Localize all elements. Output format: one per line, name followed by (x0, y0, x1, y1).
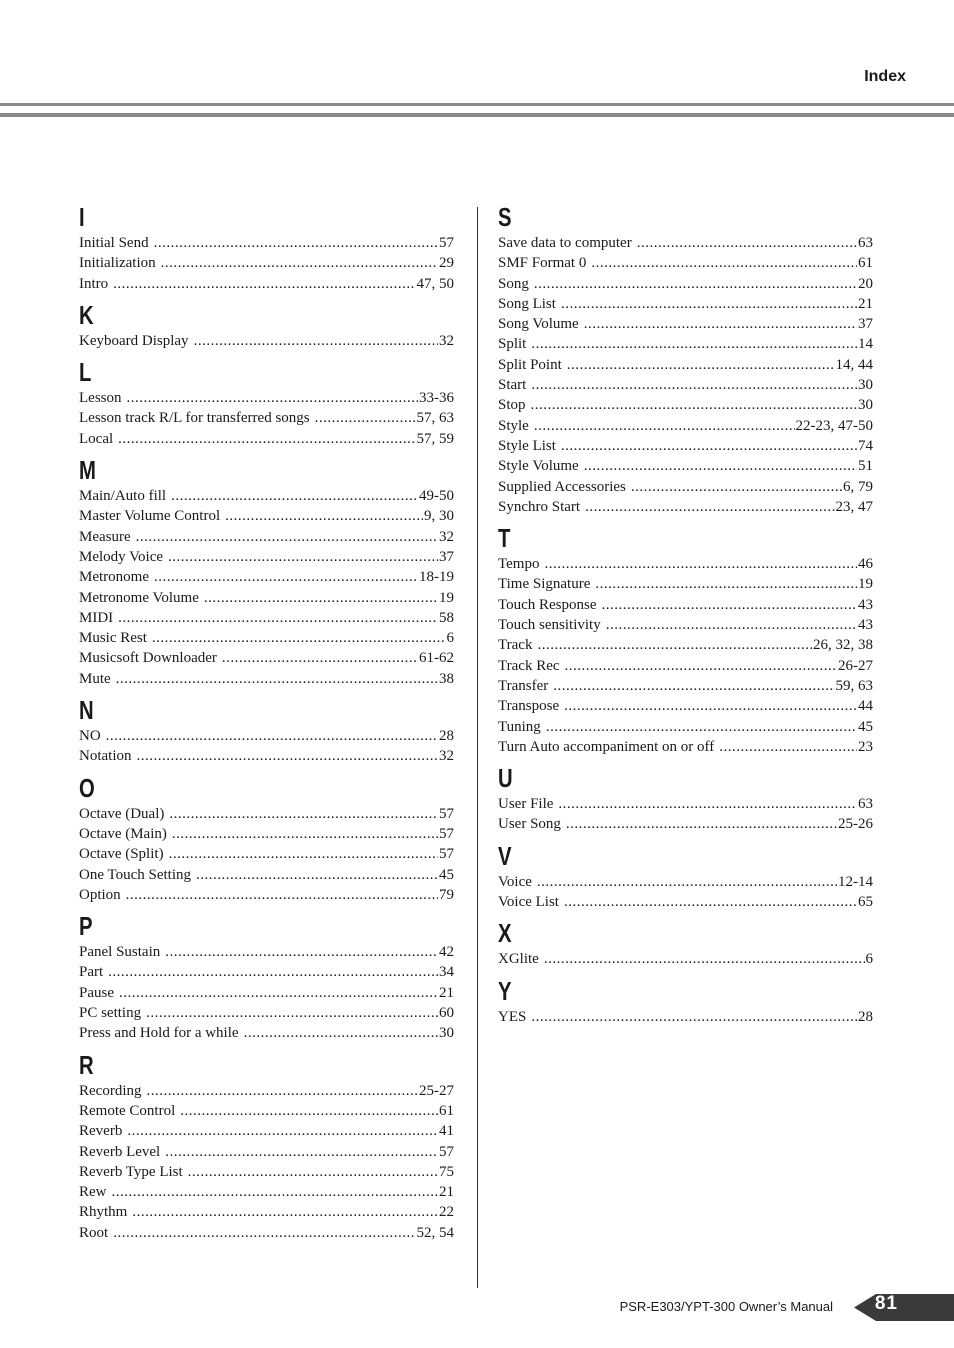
dot-leader (222, 648, 418, 668)
index-entry (79, 1223, 454, 1243)
index-pages: 20 (858, 275, 873, 292)
index-pages: 21 (439, 1184, 454, 1201)
dot-leader (564, 892, 857, 912)
index-pages: 6, 79 (843, 478, 873, 495)
index-entry (79, 388, 454, 408)
dot-leader (531, 334, 857, 354)
header-rule-top (0, 103, 954, 106)
dot-leader (112, 1182, 439, 1202)
index-pages: 25-26 (838, 816, 873, 833)
dot-leader (225, 506, 423, 526)
dot-leader (584, 314, 857, 334)
index-pages: 65 (858, 894, 873, 911)
index-pages: 61 (858, 255, 873, 272)
index-term: Supplied Accessories (498, 478, 626, 495)
index-entry (498, 574, 873, 594)
index-pages: 46 (858, 556, 873, 573)
index-term: Panel Sustain (79, 944, 161, 961)
dot-leader (119, 983, 438, 1003)
dot-leader (152, 628, 446, 648)
header-rule-bottom (0, 113, 954, 117)
index-entry (498, 717, 873, 737)
dot-leader (113, 274, 415, 294)
index-entry (79, 1182, 454, 1202)
index-pages: 38 (439, 670, 454, 687)
index-pages: 75 (439, 1163, 454, 1180)
index-entry (79, 567, 454, 587)
section-letter: X (498, 918, 512, 949)
dot-leader (127, 388, 419, 408)
section-letter: P (79, 911, 93, 942)
index-entry (498, 892, 873, 912)
dot-leader (171, 486, 418, 506)
index-term: Metronome (79, 569, 149, 586)
index-term: Mute (79, 670, 111, 687)
section-letter: N (79, 695, 94, 726)
index-pages: 49-50 (419, 488, 454, 505)
index-term: Touch sensitivity (498, 617, 601, 634)
dot-leader (544, 554, 857, 574)
index-term: Music Rest (79, 630, 147, 647)
index-pages: 57 (439, 825, 454, 842)
index-term: Keyboard Display (79, 332, 189, 349)
index-entry (79, 1003, 454, 1023)
dot-leader (188, 1162, 438, 1182)
index-entry (79, 1202, 454, 1222)
index-term: Initial Send (79, 235, 149, 251)
dot-leader (113, 1223, 415, 1243)
index-pages: 61-62 (419, 650, 454, 667)
index-entry (79, 669, 454, 689)
index-entry (498, 814, 873, 834)
dot-leader (194, 331, 438, 351)
dot-leader (168, 547, 438, 567)
dot-leader (566, 814, 837, 834)
index-term: Synchro Start (498, 498, 581, 515)
index-term: Turn Auto accompaniment on or off (498, 738, 715, 755)
dot-leader (606, 615, 857, 635)
dot-leader (146, 1081, 418, 1101)
index-term: Song Volume (498, 316, 579, 333)
index-pages: 51 (858, 458, 873, 475)
index-entry (498, 737, 873, 757)
index-pages: 57 (439, 805, 454, 822)
index-entry (79, 1023, 454, 1043)
index-term: Split (498, 336, 527, 353)
index-term: NO (79, 728, 101, 745)
index-pages: 28 (439, 728, 454, 745)
index-entry (79, 253, 454, 273)
index-entry (79, 1081, 454, 1101)
index-pages: 30 (439, 1025, 454, 1042)
index-term: Pause (79, 984, 114, 1001)
index-pages: 23 (858, 738, 873, 755)
section-letter: L (79, 357, 92, 388)
index-pages: 58 (439, 609, 454, 626)
index-pages: 34 (439, 964, 454, 981)
dot-leader (126, 885, 438, 905)
dot-leader (161, 253, 438, 273)
index-term: Split Point (498, 356, 562, 373)
index-term: Root (79, 1224, 109, 1241)
index-pages: 14, 44 (835, 356, 873, 373)
index-term: Transfer (498, 677, 549, 694)
index-pages: 9, 30 (424, 508, 454, 525)
index-term: Recording (79, 1082, 142, 1099)
index-term: Press and Hold for a while (79, 1025, 239, 1042)
dot-leader (154, 233, 438, 253)
index-term: Remote Control (79, 1102, 176, 1119)
index-term: Reverb Level (79, 1143, 161, 1160)
index-entry (79, 628, 454, 648)
index-entry (498, 794, 873, 814)
index-pages: 22 (439, 1204, 454, 1221)
dot-leader (565, 656, 837, 676)
dot-leader (244, 1023, 438, 1043)
index-entry (79, 824, 454, 844)
index-entry (79, 1162, 454, 1182)
dot-leader (585, 497, 834, 517)
dot-leader (595, 574, 857, 594)
index-term: Measure (79, 528, 131, 545)
index-column-left (79, 202, 454, 1243)
index-term: Song List (498, 295, 556, 312)
index-entry (79, 233, 454, 253)
index-entry (498, 314, 873, 334)
index-pages: 14 (858, 336, 873, 353)
index-term: Melody Voice (79, 548, 164, 565)
section-letter: Y (498, 975, 512, 1006)
index-term: Style Volume (498, 458, 579, 475)
index-term: Start (498, 377, 527, 394)
index-pages: 47, 50 (416, 275, 454, 292)
dot-leader (591, 253, 857, 273)
dot-leader (631, 477, 842, 497)
index-entry (498, 274, 873, 294)
dot-leader (531, 375, 857, 395)
index-term: Track Rec (498, 657, 560, 674)
index-entry (79, 429, 454, 449)
index-term: Initialization (79, 255, 156, 272)
index-entry (498, 497, 873, 517)
dot-leader (165, 942, 438, 962)
index-entry (498, 456, 873, 476)
index-entry (498, 1007, 873, 1027)
index-entry (79, 804, 454, 824)
dot-leader (118, 608, 438, 628)
page-number-tab (854, 1294, 954, 1321)
dot-leader (558, 794, 857, 814)
index-term: Tempo (498, 556, 540, 573)
index-term: Track (498, 637, 533, 654)
index-entry (79, 648, 454, 668)
index-pages: 28 (858, 1008, 873, 1025)
index-entry (79, 726, 454, 746)
index-pages: 21 (439, 984, 454, 1001)
page-header-title: Index (864, 68, 906, 85)
index-term: Lesson track R/L for transferred songs (79, 410, 310, 427)
index-entry (498, 375, 873, 395)
index-term: YES (498, 1008, 527, 1025)
index-term: Notation (79, 748, 132, 765)
dot-leader (180, 1101, 438, 1121)
index-pages: 57 (439, 846, 454, 863)
index-entry (79, 588, 454, 608)
index-term: Song (498, 275, 529, 292)
index-pages: 63 (858, 235, 873, 251)
index-entry (79, 1101, 454, 1121)
section-letter: R (79, 1049, 94, 1080)
index-term: MIDI (79, 609, 114, 626)
index-pages: 43 (858, 596, 873, 613)
index-term: Time Signature (498, 576, 591, 593)
index-entry (498, 656, 873, 676)
index-entry (498, 395, 873, 415)
index-term: Reverb (79, 1123, 123, 1140)
dot-leader (537, 872, 837, 892)
dot-leader (561, 294, 857, 314)
index-term: Touch Response (498, 596, 597, 613)
dot-leader (146, 1003, 438, 1023)
index-term: User File (498, 796, 554, 813)
dot-leader (137, 746, 439, 766)
index-term: Stop (498, 397, 526, 414)
index-entry (79, 746, 454, 766)
index-term: User Song (498, 816, 561, 833)
index-entry (79, 486, 454, 506)
index-term: Rew (79, 1184, 107, 1201)
dot-leader (169, 844, 438, 864)
index-entry (498, 595, 873, 615)
index-term: Voice List (498, 894, 559, 911)
index-pages: 32 (439, 528, 454, 545)
index-term: Octave (Split) (79, 846, 164, 863)
index-entry (79, 608, 454, 628)
index-entry (79, 942, 454, 962)
index-term: Lesson (79, 390, 122, 407)
index-entry (498, 355, 873, 375)
dot-leader (118, 429, 415, 449)
dot-leader (637, 233, 857, 253)
section-letter: O (79, 772, 95, 803)
index-column-right (498, 202, 873, 1027)
dot-leader (154, 567, 418, 587)
index-entry (498, 615, 873, 635)
section-letter: T (498, 523, 511, 554)
dot-leader (544, 949, 865, 969)
index-entry (79, 962, 454, 982)
index-pages: 61 (439, 1102, 454, 1119)
index-entry (79, 1142, 454, 1162)
index-entry (79, 331, 454, 351)
index-term: Rhythm (79, 1204, 128, 1221)
index-term: Part (79, 964, 104, 981)
section-letter: K (79, 299, 94, 330)
index-entry (79, 527, 454, 547)
dot-leader (584, 456, 857, 476)
index-pages: 29 (439, 255, 454, 272)
index-pages: 26-27 (838, 657, 873, 674)
index-pages: 57, 63 (416, 410, 454, 427)
index-term: Reverb Type List (79, 1163, 183, 1180)
index-pages: 26, 32, 38 (813, 637, 873, 654)
index-pages: 43 (858, 617, 873, 634)
dot-leader (546, 717, 857, 737)
index-entry (79, 885, 454, 905)
page-number: 81 (874, 1293, 898, 1314)
index-term: Save data to computer (498, 235, 632, 251)
index-pages: 45 (439, 866, 454, 883)
index-term: Main/Auto fill (79, 488, 167, 505)
index-pages: 57 (439, 1143, 454, 1160)
index-term: Master Volume Control (79, 508, 221, 525)
dot-leader (531, 395, 857, 415)
index-entry (79, 865, 454, 885)
index-pages: 21 (858, 295, 873, 312)
dot-leader (165, 1142, 438, 1162)
index-entry (498, 949, 873, 969)
index-entry (79, 1121, 454, 1141)
column-divider (477, 207, 478, 1288)
section-letter: S (498, 202, 512, 232)
index-entry (498, 294, 873, 314)
index-term: Octave (Main) (79, 825, 167, 842)
index-term: Octave (Dual) (79, 805, 165, 822)
dot-leader (561, 436, 857, 456)
section-letter: I (79, 202, 85, 232)
index-pages: 33-36 (419, 390, 454, 407)
index-pages: 12-14 (838, 873, 873, 890)
index-term: PC setting (79, 1005, 142, 1022)
dot-leader (132, 1202, 438, 1222)
index-pages: 74 (858, 437, 873, 454)
index-term: Transpose (498, 698, 560, 715)
index-entry (498, 635, 873, 655)
index-pages: 6 (446, 630, 454, 647)
section-letter: M (79, 455, 96, 486)
index-entry (79, 408, 454, 428)
dot-leader (719, 737, 857, 757)
dot-leader (172, 824, 438, 844)
index-entry (498, 676, 873, 696)
dot-leader (204, 588, 438, 608)
dot-leader (106, 726, 438, 746)
dot-leader (534, 274, 857, 294)
index-pages: 30 (858, 397, 873, 414)
index-entry (79, 506, 454, 526)
dot-leader (567, 355, 835, 375)
index-entry (498, 253, 873, 273)
index-term: Metronome Volume (79, 589, 199, 606)
index-pages: 44 (858, 698, 873, 715)
index-term: Voice (498, 873, 532, 890)
index-entry (79, 547, 454, 567)
section-letter: V (498, 840, 512, 871)
dot-leader (531, 1007, 857, 1027)
index-entry (498, 233, 873, 253)
index-pages: 32 (439, 748, 454, 765)
index-pages: 52, 54 (416, 1224, 454, 1241)
index-pages: 60 (439, 1005, 454, 1022)
index-pages: 18-19 (419, 569, 454, 586)
index-pages: 57 (439, 235, 454, 251)
dot-leader (534, 416, 795, 436)
dot-leader (196, 865, 438, 885)
index-pages: 63 (858, 796, 873, 813)
dot-leader (315, 408, 416, 428)
index-pages: 57, 59 (416, 430, 454, 447)
footer-manual-title: PSR-E303/YPT-300 Owner’s Manual (619, 1299, 833, 1314)
section-letter: U (498, 763, 513, 794)
index-entry (498, 436, 873, 456)
index-term: Musicsoft Downloader (79, 650, 217, 667)
dot-leader (169, 804, 438, 824)
index-entry (498, 334, 873, 354)
index-pages: 6 (865, 951, 873, 968)
index-entry (79, 274, 454, 294)
dot-leader (116, 669, 438, 689)
index-term: SMF Format 0 (498, 255, 587, 272)
index-pages: 41 (439, 1123, 454, 1140)
dot-leader (127, 1121, 438, 1141)
dot-leader (553, 676, 834, 696)
index-pages: 37 (858, 316, 873, 333)
index-pages: 19 (439, 589, 454, 606)
index-pages: 25-27 (419, 1082, 454, 1099)
index-term: Style List (498, 437, 556, 454)
index-entry (79, 844, 454, 864)
index-term: Local (79, 430, 114, 447)
index-entry (498, 416, 873, 436)
index-pages: 59, 63 (835, 677, 873, 694)
index-term: Intro (79, 275, 109, 292)
dot-leader (602, 595, 857, 615)
index-entry (498, 554, 873, 574)
index-entry (498, 477, 873, 497)
index-pages: 30 (858, 377, 873, 394)
index-pages: 37 (439, 548, 454, 565)
index-term: Style (498, 417, 529, 434)
index-pages: 23, 47 (835, 498, 873, 515)
index-pages: 79 (439, 886, 454, 903)
index-term: One Touch Setting (79, 866, 191, 883)
index-pages: 45 (858, 718, 873, 735)
dot-leader (564, 696, 857, 716)
dot-leader (537, 635, 812, 655)
index-entry (79, 983, 454, 1003)
index-entry (498, 696, 873, 716)
index-term: Option (79, 886, 121, 903)
dot-leader (136, 527, 438, 547)
index-pages: 32 (439, 332, 454, 349)
index-entry (498, 872, 873, 892)
index-pages: 22-23, 47-50 (795, 417, 873, 434)
index-term: Tuning (498, 718, 541, 735)
dot-leader (108, 962, 438, 982)
index-term: XGlite (498, 951, 539, 968)
index-pages: 42 (439, 944, 454, 961)
index-pages: 19 (858, 576, 873, 593)
